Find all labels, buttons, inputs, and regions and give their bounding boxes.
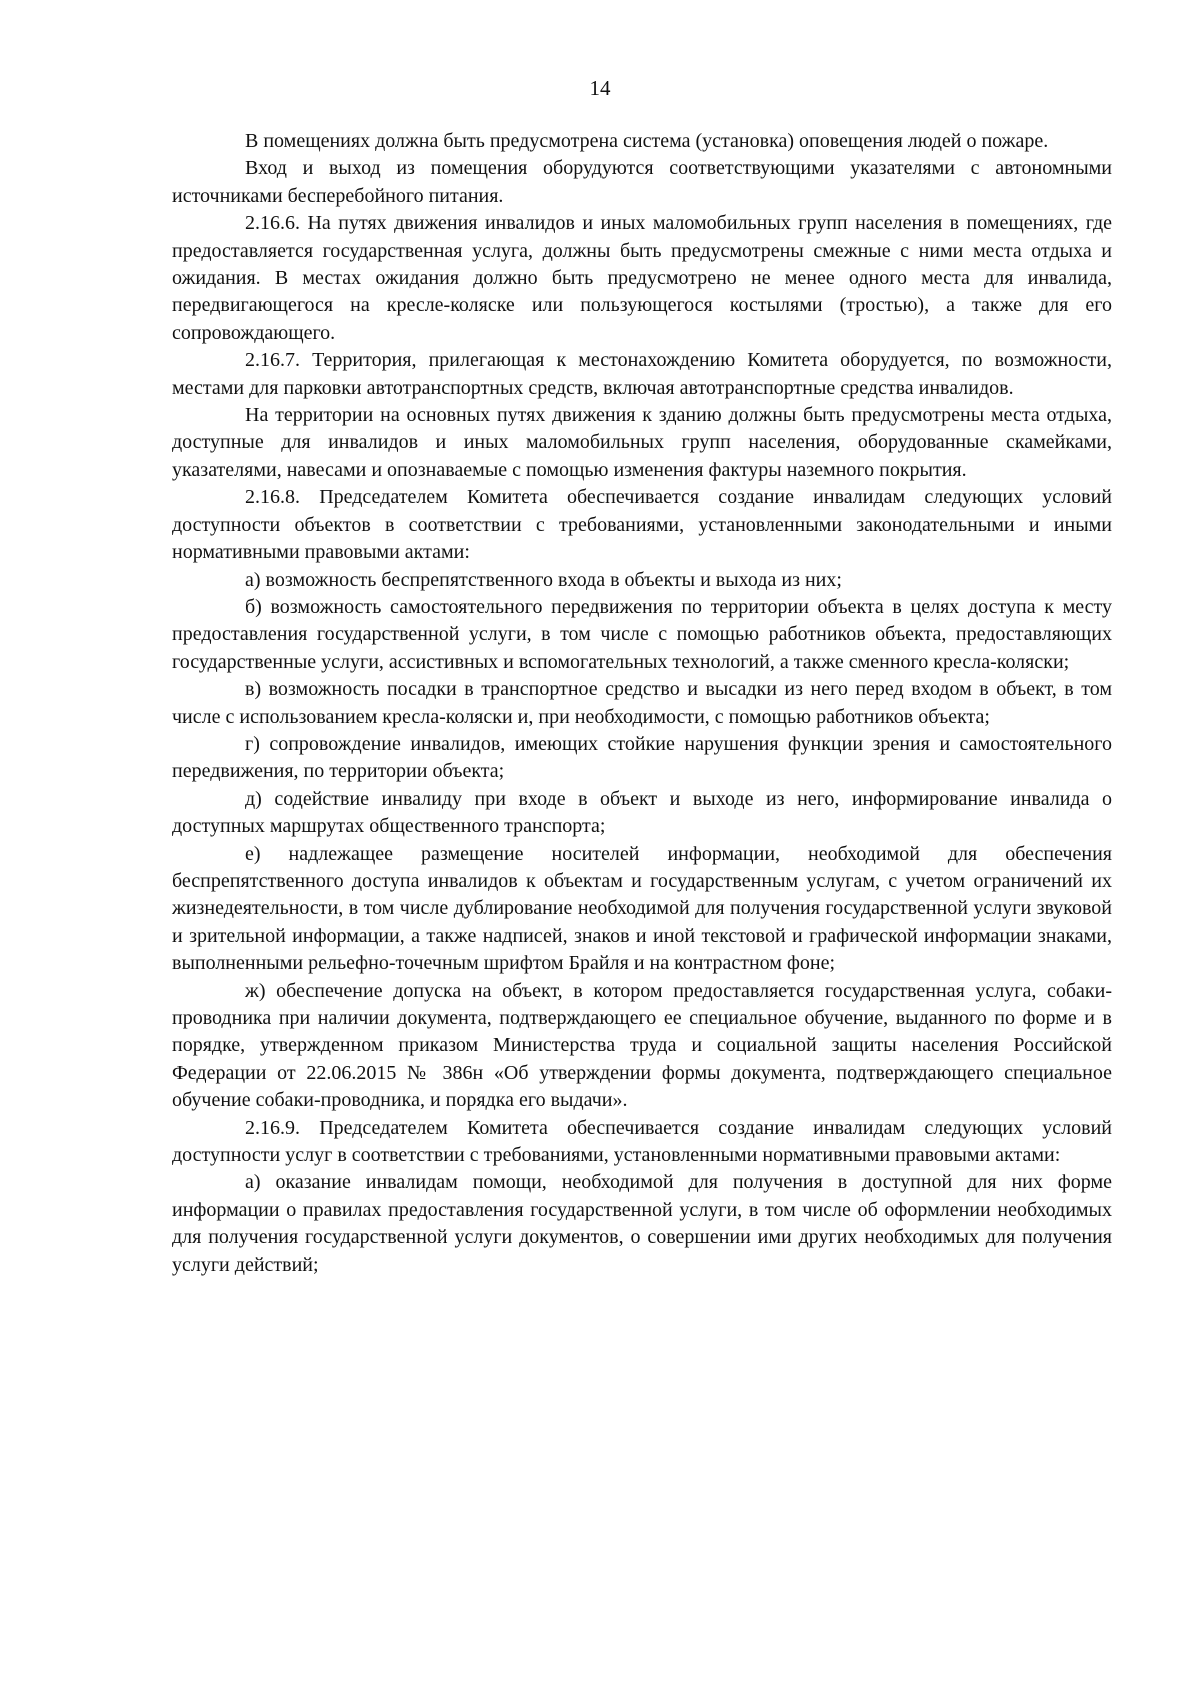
paragraph-territory-rest-places: На территории на основных путях движения к зданию должны быть предусмотрены места отдыха, доступные для инвалидов и иных маломобильных групп населения, оборудованные скамейками, указателями, навесами и опознаваемые с помощью изменения фактуры наземного покрытия.	[172, 404, 1112, 481]
list-item-zh-guide-dog: ж) обеспечение допуска на объект, в котором предоставляется государственная услуга, собаки-проводника при наличии документа, подтверждающего ее специальное обучение, выданного по форме и в порядке, утвержденном приказом Министерства труда и социальной защиты населения Российской Федерации от 22.06.2015 № 386н «Об утверждении формы документа, подтверждающего специальное обучение собаки-проводника, и порядка его выдачи».	[172, 979, 1112, 1112]
paragraph-entrance-signs: Вход и выход из помещения оборудуются соответствующими указателями с автономными источниками бесперебойного питания.	[172, 157, 1112, 207]
list-item-d-assistance: д) содействие инвалиду при входе в объект и выходе из него, информирование инвалида о доступных маршрутах общественного транспорта;	[172, 787, 1112, 838]
list-item-a-help: а) оказание инвалидам помощи, необходимой для получения в доступной для них форме информации о правилах предоставления государственной услуги, в том числе об оформлении необходимых для получения государственной услуги документов, о совершении ими других необходимых для получения услуги действий;	[172, 1171, 1112, 1276]
list-item-g-escort: г) сопровождение инвалидов, имеющих стойкие нарушения функции зрения и самостоятельного передвижения, по территории объекта;	[172, 732, 1112, 783]
page-number: 14	[589, 76, 611, 100]
paragraph-2-16-8: 2.16.8. Председателем Комитета обеспечивается создание инвалидам следующих условий доступности объектов в соответствии с требованиями, установленными законодательными и иными нормативными правовыми актами:	[172, 486, 1112, 564]
paragraph-2-16-9: 2.16.9. Председателем Комитета обеспечивается создание инвалидам следующих условий доступности услуг в соответствии с требованиями, установленными нормативными правовыми актами:	[172, 1116, 1112, 1167]
paragraph-2-16-7: 2.16.7. Территория, прилегающая к местонахождению Комитета оборудуется, по возможности, местами для парковки автотранспортных средств, включая автотранспортные средства инвалидов.	[172, 349, 1112, 399]
paragraph-fire-alarm: В помещениях должна быть предусмотрена система (установка) оповещения людей о пожаре.	[245, 130, 1049, 152]
list-item-a-entry: а) возможность беспрепятственного входа в объекты и выхода из них;	[245, 568, 842, 591]
document-body	[172, 128, 1112, 1279]
list-item-b-movement: б) возможность самостоятельного передвижения по территории объекта в целях доступа к месту предоставления государственной услуги, в том числе с помощью работников объекта, предоставляющих государственные услуги, ассистивных и вспомогательных технологий, а также сменного кресла-коляски;	[172, 595, 1112, 673]
list-item-v-transport: в) возможность посадки в транспортное средство и высадки из него перед входом в объект, в том числе с использованием кресла-коляски и, при необходимости, с помощью работников объекта;	[172, 678, 1112, 728]
paragraph-2-16-6: 2.16.6. На путях движения инвалидов и иных маломобильных групп населения в помещениях, где предоставляется государственная услуга, должны быть предусмотрены смежные с ними места отдыха и ожидания. В местах ожидания должно быть предусмотрено не менее одного места для инвалида, передвигающегося на кресле-коляске или пользующегося костылями (тростью), а также для его сопровождающего.	[172, 212, 1112, 344]
list-item-e-information: е) надлежащее размещение носителей информации, необходимой для обеспечения беспрепятственного доступа инвалидов к объектам и государственным услугам, с учетом ограничений их жизнедеятельности, в том числе дублирование необходимой для получения государственной услуги звуковой и зрительной информации, а также надписей, знаков и иной текстовой и графической информации знаками, выполненными рельефно-точечным шрифтом Брайля и на контрастном фоне;	[172, 842, 1112, 975]
